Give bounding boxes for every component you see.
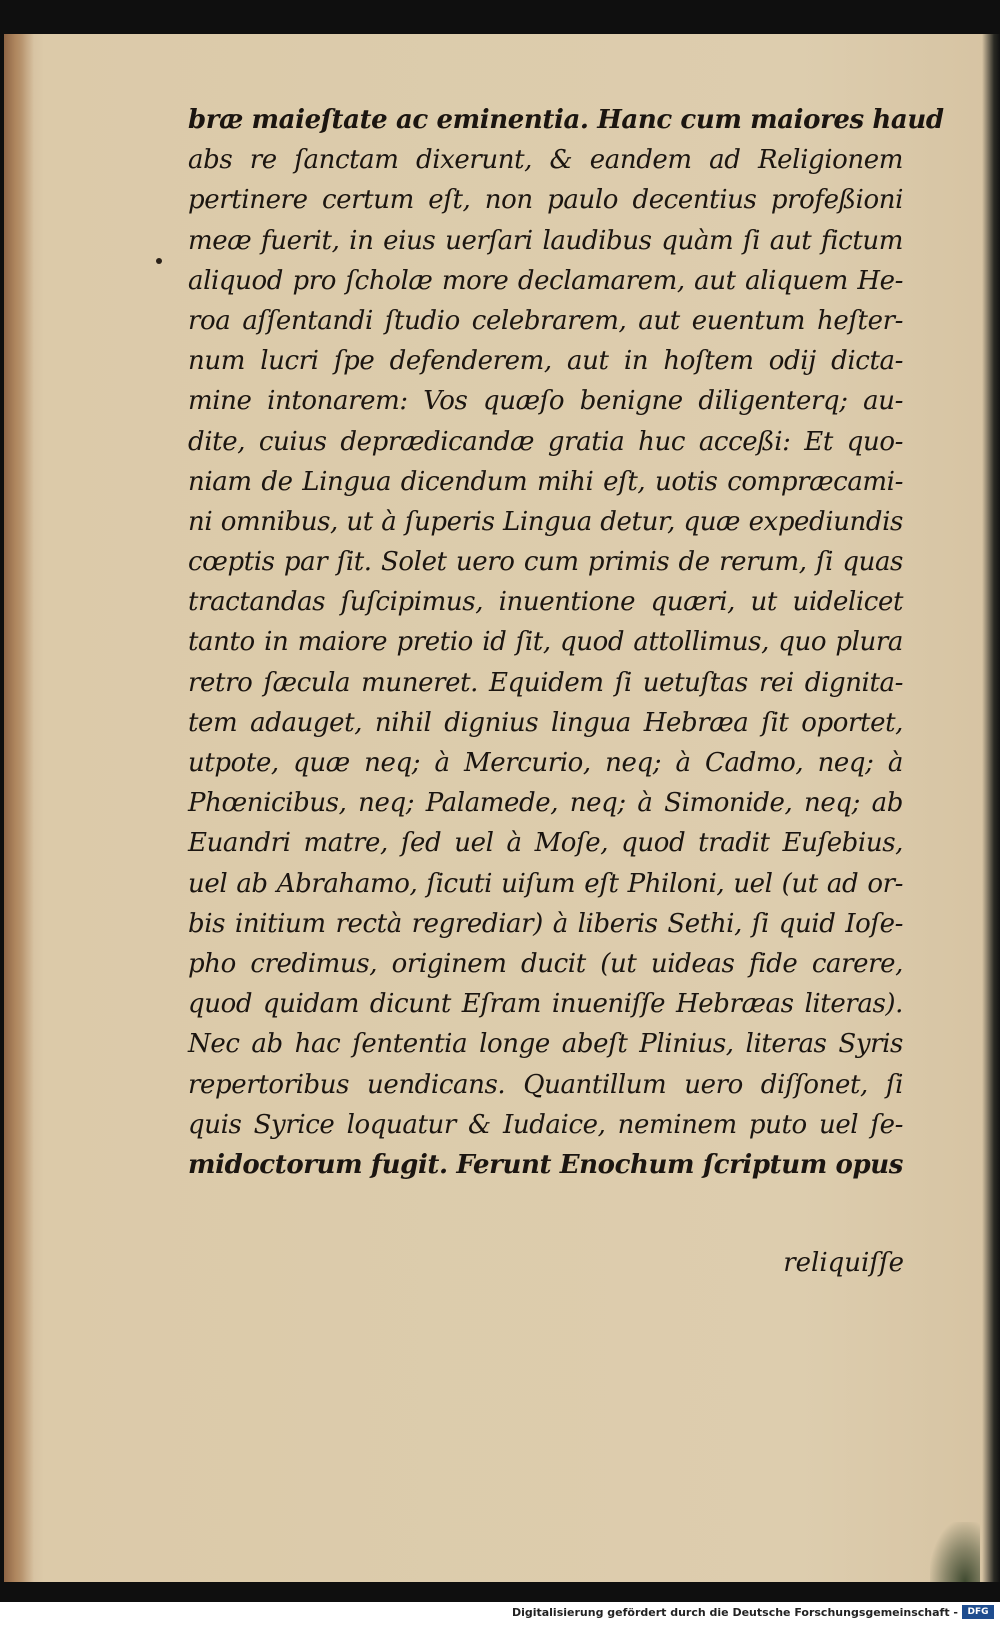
dfg-logo: DFG: [962, 1605, 994, 1619]
page-stain: [930, 1522, 980, 1582]
text-line: uel ab Abrahamo, ſicuti uiſum eſt Philoni, uel (ut ad or-: [188, 868, 903, 899]
catchword: reliquiſſe: [783, 1248, 904, 1278]
text-line: tractandas ſuſcipimus, inuentione quæri, ut uidelicet: [188, 587, 903, 618]
page-spine-shadow: [4, 34, 34, 1582]
text-line: num lucri ſpe defenderem, aut in hoſtem odij dicta-: [188, 346, 903, 377]
text-line: midoctorum fugit. Ferunt Enochum ſcriptum opus: [188, 1149, 903, 1180]
text-line: abs re ſanctam dixerunt, & eandem ad Religionem: [188, 145, 903, 176]
text-line: tem adauget, nihil dignius lingua Hebræa ſit oportet,: [188, 707, 903, 738]
text-line: Nec ab hac ſententia longe abeſt Plinius, literas Syris: [188, 1029, 903, 1060]
text-line: pho credimus, originem ducit (ut uideas fide carere,: [188, 948, 903, 979]
text-line: repertoribus uendicans. Quantillum uero diſſonet, ſi: [188, 1069, 903, 1100]
text-line: mine intonarem: Vos quæſo benigne diligenterq; au-: [188, 386, 903, 417]
text-line: quis Syrice loquatur & Iudaice, neminem puto uel ſe-: [188, 1109, 903, 1140]
text-line: bræ maieſtate ac eminentia. Hanc cum maiores haud: [188, 105, 944, 135]
text-line: aliquod pro ſcholæ more declamarem, aut aliquem He-: [188, 265, 903, 296]
text-line: dite, cuius deprædicandæ gratia huc acceßi: Et quo-: [188, 426, 903, 457]
text-line: Euandri matre, ſed uel à Moſe, quod tradit Euſebius,: [188, 828, 903, 859]
text-line: pertinere certum eſt, non paulo decentius profeßioni: [188, 185, 903, 216]
text-line: quod quidam dicunt Eſram inueniſſe Hebræas literas).: [188, 989, 903, 1020]
text-line: Phœnicibus, neq; Palamede, neq; à Simonide, neq; ab: [188, 788, 903, 819]
text-line: retro ſæcula muneret. Equidem ſi uetuſtas rei dignita-: [188, 667, 903, 698]
funding-credit: Digitalisierung gefördert durch die Deutsche Forschungsgemeinschaft -: [511, 1606, 958, 1619]
text-line: niam de Lingua dicendum mihi eſt, uotis compræcami-: [188, 466, 903, 497]
text-line: meæ fuerit, in eius uerſari laudibus quàm ſi aut fictum: [188, 225, 903, 256]
page-right-edge: [982, 34, 1000, 1582]
text-line: cœptis par ſit. Solet uero cum primis de rerum, ſi quas: [188, 547, 903, 578]
body-text: [188, 100, 944, 1185]
text-line: roa aſſentandi ſtudio celebrarem, aut euentum heſter-: [188, 305, 903, 336]
text-line: ni omnibus, ut à ſuperis Lingua detur, quæ expediundis: [188, 506, 903, 537]
text-line: bis initium rectà regrediar) à liberis Sethi, ſi quid Ioſe-: [188, 908, 903, 939]
text-line: utpote, quæ neq; à Mercurio, neq; à Cadmo, neq; à: [188, 748, 903, 778]
text-line: tanto in maiore pretio id ſit, quod attollimus, quo plura: [188, 627, 903, 658]
margin-mark: [156, 258, 162, 264]
